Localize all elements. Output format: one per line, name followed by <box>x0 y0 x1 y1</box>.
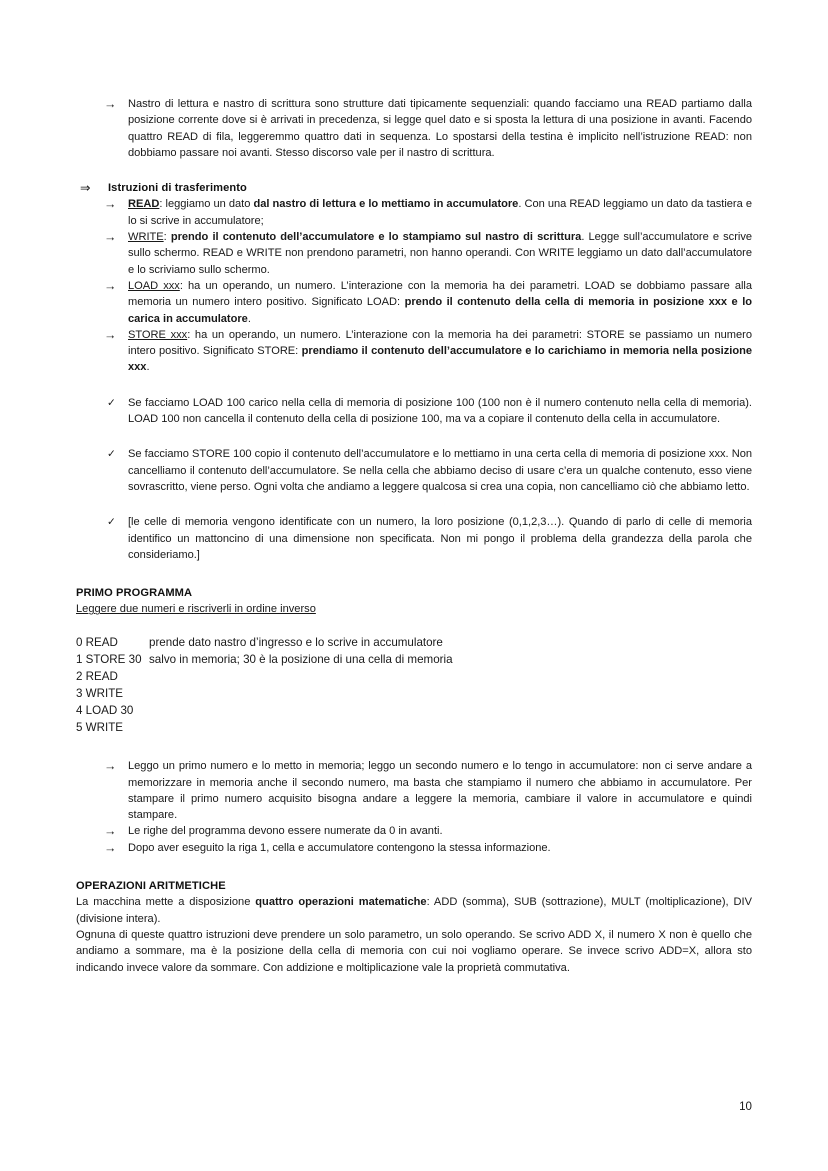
instruction-post: . <box>247 312 251 325</box>
spacer <box>76 736 752 758</box>
instruction-post: . <box>146 361 150 374</box>
code-op: 5 WRITE <box>76 721 124 735</box>
code-line <box>76 651 752 668</box>
check-note <box>76 395 752 428</box>
page-number: 10 <box>739 1100 752 1113</box>
arrow-right-icon: → <box>104 278 117 293</box>
program-note <box>76 758 752 823</box>
operazioni-paragraph-1 <box>76 894 752 927</box>
instruction-pre: : leggiamo un dato <box>159 198 254 211</box>
instruction-post: . Legge sull’accumulatore e scrive sullo schermo. READ e WRITE non prendono parametri, non hanno operandi. Con WRITE leggiamo un dato dall’accumulatore e lo scriviamo sullo schermo. <box>128 231 753 276</box>
code-comment <box>149 668 752 685</box>
spacer <box>76 495 752 514</box>
program-note <box>76 823 752 839</box>
check-note-text: Se facciamo STORE 100 copio il contenuto dell’accumulatore e lo mettiamo in una certa cella di memoria di posizione xxx. Non cancelliamo il contenuto dell’accumulatore. Se nella cella che abbiamo deciso di usare c’era un qualche contenuto, esso viene sovrascritto, viene perso. Ogni volta che andiamo a leggere qualcosa si crea una copia, non cancelliamo ciò che abbiamo letto. <box>128 448 752 493</box>
arrow-right-icon: → <box>104 197 117 212</box>
check-note <box>76 446 752 495</box>
check-note-text: [le celle di memoria vengono identificate con un numero, la loro posizione (0,1,2,3…). Quando di parlo di celle di memoria identifico un mattoncino di una dimensione non specificata. Non mi pongo il problema della grandezza della parola che consideriamo.] <box>128 516 752 561</box>
code-op: 4 LOAD 30 <box>76 704 134 718</box>
page-content <box>76 96 752 976</box>
primo-programma-subtitle: Leggere due numeri e riscriverli in ordine inverso <box>76 603 316 616</box>
paragraph-bold: quattro operazioni matematiche <box>255 896 427 909</box>
spacer <box>76 856 752 878</box>
instruction-read <box>128 196 752 229</box>
instruction-load <box>128 278 752 327</box>
check-note <box>76 514 752 563</box>
paragraph-post: : ADD (somma), SUB (sottrazione), MULT (moltiplicazione), DIV (divisione intera). <box>76 896 752 925</box>
code-line <box>76 634 752 651</box>
operazioni-paragraph-2: Ognuna di queste quattro istruzioni deve prendere un solo parametro, un solo operando. Se scrivo ADD X, il numero X non è quello che andiamo a sommare, ma è la posizione della cella di memoria con cui noi vogliamo operare. Se invece scrivo ADD=X, allora sto indicando invece valore da sommare. Con addizione e moltiplicazione vale la proprietà commutativa. <box>76 928 752 974</box>
page-title-primo-programma: PRIMO PROGRAMMA <box>76 587 193 600</box>
code-op: 2 READ <box>76 669 118 683</box>
instruction-name: READ <box>128 198 160 211</box>
list-item-write <box>76 229 752 278</box>
instruction-pre: : ha un operando, un numero. L’interazione con la memoria ha dei parametri. LOAD se dobbiamo passare alla memoria un numero intero positivo. Significato LOAD: <box>128 279 753 309</box>
list-item-store <box>76 327 752 376</box>
code-op: 0 READ <box>76 635 118 649</box>
program-note <box>76 840 752 856</box>
instruction-name: WRITE <box>128 231 164 244</box>
code-comment: prende dato nastro d’ingresso e lo scrive in accumulatore <box>149 635 443 649</box>
page-title-operazioni-aritmetiche: OPERAZIONI ARITMETICHE <box>76 880 226 893</box>
program-note-text: Le righe del programma devono essere numerate da 0 in avanti. <box>128 825 443 838</box>
check-icon: ✓ <box>107 396 116 409</box>
program-note-text: Dopo aver eseguito la riga 1, cella e accumulatore contengono la stessa informazione. <box>128 841 551 854</box>
code-comment <box>149 685 752 702</box>
code-op: 1 STORE 30 <box>76 652 142 666</box>
code-comment: salvo in memoria; 30 è la posizione di una cella di memoria <box>149 652 453 666</box>
arrow-right-icon: → <box>104 97 117 111</box>
spacer <box>76 563 752 585</box>
program-listing <box>76 634 752 737</box>
instruction-name: STORE xxx <box>128 328 188 341</box>
instruction-pre: : <box>163 231 171 244</box>
instruction-name: LOAD xxx <box>128 279 180 292</box>
spacer <box>76 618 752 634</box>
spacer <box>76 427 752 446</box>
program-note-text: Leggo un primo numero e lo metto in memoria; leggo un secondo numero e lo tengo in accumulatore: non ci serve andare a memorizzare in memoria anche il secondo numero, ma basta che stampiamo il numero che abbiamo in accumulatore. Per stampare il primo numero acquisito bisogna andare a leggere la memoria, cambiare il valore in accumulatore e quindi stampare. <box>128 760 752 822</box>
check-note-text: Se facciamo LOAD 100 carico nella cella di memoria di posizione 100 (100 non è il numero contenuto nella cella di memoria). LOAD 100 non cancella il contenuto della cella di posizione 100, ma va a copiare il contenuto della cella in accumulatore. <box>128 396 752 426</box>
list-item-load <box>76 278 752 327</box>
arrow-right-icon: → <box>104 840 117 855</box>
code-op: 3 WRITE <box>76 687 124 700</box>
arrow-right-icon: → <box>104 759 117 774</box>
instruction-bold: dal nastro di lettura e lo mettiamo in accumulatore <box>253 198 519 211</box>
check-icon: ✓ <box>107 448 116 461</box>
paragraph-pre: La macchina mette a disposizione <box>76 896 256 909</box>
instruction-pre: : ha un operando, un numero. L’interazione con la memoria ha dei parametri: STORE se passiamo un numero intero positivo. Significato STORE: <box>128 328 752 358</box>
section-title: Istruzioni di trasferimento <box>108 182 247 195</box>
arrow-double-right-icon: ⇒ <box>80 181 91 196</box>
instruction-bold: prendiamo il contenuto dell’accumulatore e lo carichiamo in memoria nella posizione xxx <box>128 345 753 374</box>
spacer <box>76 161 752 180</box>
code-line <box>76 702 752 719</box>
code-comment <box>149 702 752 719</box>
instruction-write <box>128 229 752 278</box>
instruction-store <box>128 327 752 376</box>
code-line <box>76 719 752 736</box>
arrow-right-icon: → <box>104 230 117 245</box>
check-icon: ✓ <box>107 516 116 529</box>
code-comment <box>149 719 752 736</box>
list-item <box>76 96 752 161</box>
instruction-bold: prendo il contenuto dell’accumulatore e lo stampiamo sul nastro di scrittura <box>170 231 582 244</box>
list-item-read <box>76 196 752 229</box>
spacer <box>76 376 752 395</box>
instruction-post: . Con una READ leggiamo un dato da tastiera e lo si scrive in accumulatore; <box>128 198 752 227</box>
code-line <box>76 685 752 702</box>
section-heading-trasferimento <box>76 180 752 196</box>
instruction-bold: prendo il contenuto della cella di memoria in posizione xxx e lo carica in accumulatore <box>128 296 753 325</box>
arrow-right-icon: → <box>104 824 117 839</box>
arrow-right-icon: → <box>104 327 117 342</box>
code-line <box>76 668 752 685</box>
intro-paragraph: Nastro di lettura e nastro di scrittura sono strutture dati tipicamente sequenziali: quando facciamo una READ partiamo dalla posizione corrente dove si è arrivati in precedenza, si legge quel dato e si sposta la lettura di una posizione in avanti. Facendo quattro READ di fila, leggeremmo quattro dati in sequenza. Lo spostarsi della testina è implicito nell’istruzione READ: non dobbiamo passare noi avanti. Stesso discorso vale per il nastro di scrittura. <box>128 98 752 159</box>
